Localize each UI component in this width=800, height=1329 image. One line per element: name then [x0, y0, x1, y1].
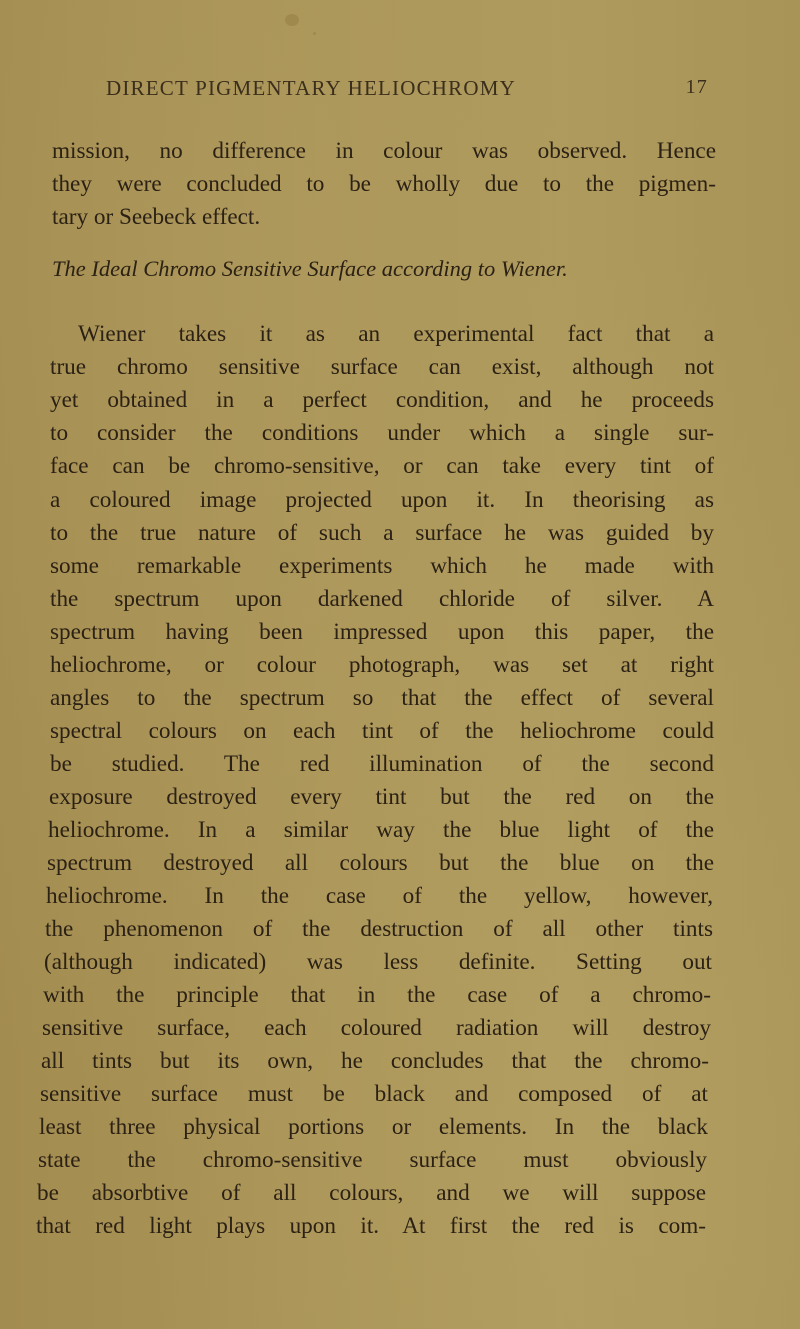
- text-line: the phenomenon of the destruction of all other tints: [45, 916, 713, 942]
- text-line: they were concluded to be wholly due to the pigmen-: [52, 171, 716, 197]
- text-line: face can be chromo-sensitive, or can take every tint of: [50, 453, 714, 479]
- text-line: spectrum destroyed all colours but the blue on the: [47, 850, 714, 876]
- text-line: sensitive surface must be black and composed of at: [40, 1081, 708, 1107]
- text-line: to consider the conditions under which a single sur-: [50, 420, 714, 446]
- text-line: (although indicated) was less definite. Setting out: [44, 949, 712, 975]
- text-line: mission, no difference in colour was observed. Hence: [52, 138, 716, 164]
- text-line: all tints but its own, he concludes that the chromo-: [41, 1048, 709, 1074]
- page-number: 17: [685, 76, 708, 98]
- text-line: with the principle that in the case of a chromo-: [43, 982, 711, 1008]
- text-line: state the chromo-sensitive surface must obviously: [38, 1147, 707, 1173]
- text-line: heliochrome. In a similar way the blue light of the: [48, 817, 714, 843]
- text-line: sensitive surface, each coloured radiation will destroy: [42, 1015, 711, 1041]
- text-line: be studied. The red illumination of the second: [50, 751, 714, 777]
- section-heading: The Ideal Chromo Sensitive Surface according to Wiener.: [52, 256, 568, 281]
- text-line: a coloured image projected upon it. In theorising as: [50, 487, 714, 513]
- text-line: some remarkable experiments which he made with: [50, 553, 714, 579]
- text-line: heliochrome, or colour photograph, was set at right: [50, 652, 714, 678]
- text-line: that red light plays upon it. At first the red is com-: [36, 1213, 706, 1239]
- text-line: tary or Seebeck effect.: [52, 204, 261, 230]
- text-line: yet obtained in a perfect condition, and he proceeds: [50, 387, 714, 413]
- text-line: be absorbtive of all colours, and we will suppose: [37, 1180, 706, 1206]
- text-line: Wiener takes it as an experimental fact that a: [78, 321, 714, 347]
- text-line: spectrum having been impressed upon this paper, the: [50, 619, 714, 645]
- text-line: least three physical portions or elements. In the black: [39, 1114, 708, 1140]
- text-line: spectral colours on each tint of the heliochrome could: [50, 718, 714, 744]
- text-line: angles to the spectrum so that the effect of several: [50, 685, 714, 711]
- text-line: the spectrum upon darkened chloride of silver. A: [50, 586, 714, 612]
- text-line: true chromo sensitive surface can exist, although not: [50, 354, 714, 380]
- paper-stain: [285, 14, 299, 26]
- text-line: to the true nature of such a surface he was guided by: [50, 520, 714, 546]
- text-line: exposure destroyed every tint but the red on the: [49, 784, 714, 810]
- paper-speck: [313, 32, 316, 35]
- running-title: DIRECT PIGMENTARY HELIOCHROMY: [106, 76, 516, 100]
- text-line: heliochrome. In the case of the yellow, however,: [46, 883, 713, 909]
- running-head: [106, 76, 716, 106]
